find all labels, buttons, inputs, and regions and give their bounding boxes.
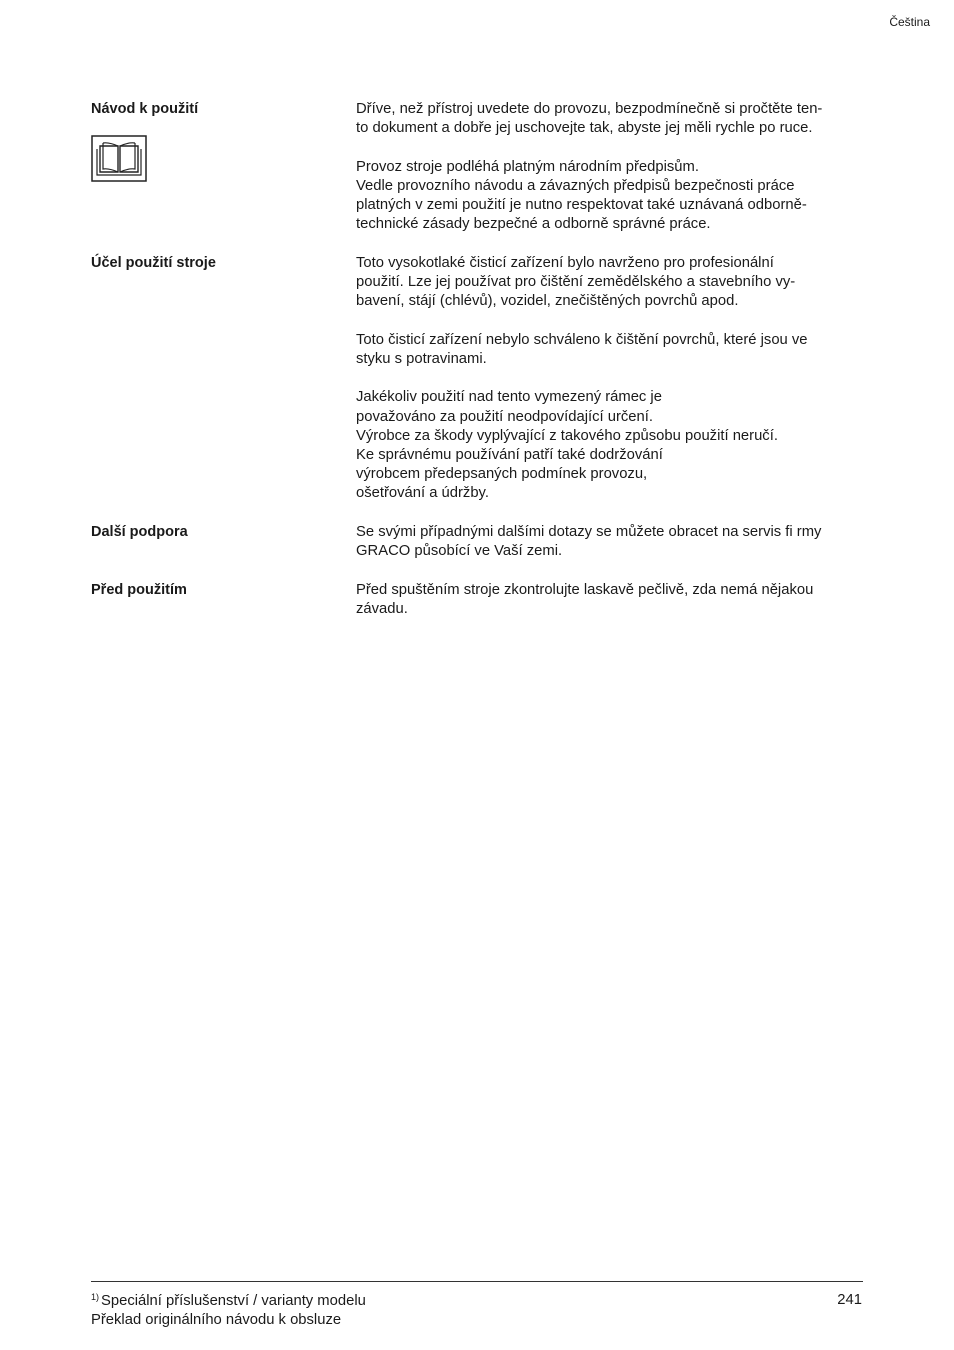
footnote [91,1292,366,1309]
paragraph: Jakékoliv použití nad tento vymezený rámec je považováno za použití neodpovídající určení. Výrobce za škody vyplývající z takového způsobu použití neručí. Ke správnému používání patří také dodržování výrobcem předepsaných podmínek provozu, ošetřování a údržby. [356,389,778,502]
section-label-before-use: Před použitím [91,582,187,598]
section-body-support [356,523,868,561]
section-label-instructions: Návod k použití [91,101,199,117]
section-body-intended-use [356,254,868,504]
paragraph: Toto vysokotlaké čisticí zařízení bylo navrženo pro profesionální použití. Lze jej používat pro čištění zemědělského a stavebního vy- bavení, stájí (chlévů), vozidel, znečištěných povrchů apod. [356,255,796,310]
footnote-text: Speciální příslušenství / varianty modelu [101,1293,366,1309]
section-label-intended-use: Účel použití stroje [91,255,216,271]
page-number: 241 [837,1292,862,1308]
section-body-instructions [356,100,868,234]
section-body-before-use [356,581,868,619]
footer-divider [91,1281,863,1282]
paragraph: Provoz stroje podléhá platným národním předpisům. Vedle provozního návodu a závazných předpisů bezpečnosti práce platných v zemi použití je nutno respektovat také uznávaná odborně- technické zásady bezpečné a odborně správné práce. [356,158,807,233]
book-icon [91,135,147,182]
paragraph: Se svými případnými dalšími dotazy se můžete obracet na servis fi rmy GRACO působící ve Vaší zemi. [356,524,822,560]
paragraph: Dříve, než přístroj uvedete do provozu, bezpodmínečně si pročtěte ten- to dokument a dobře jej uschovejte tak, abyste jej měli rychle po ruce. [356,101,823,137]
paragraph: Toto čisticí zařízení nebylo schváleno k čištění povrchů, které jsou ve styku s potravinami. [356,331,808,367]
footnote-marker: 1) [91,1292,100,1302]
paragraph: Před spuštěním stroje zkontrolujte laskavě pečlivě, zda nemá nějakou závadu. [356,582,814,618]
section-label-support: Další podpora [91,524,188,540]
footer-subtitle: Překlad originálního návodu k obsluze [91,1312,342,1328]
language-header: Čeština [889,15,930,29]
